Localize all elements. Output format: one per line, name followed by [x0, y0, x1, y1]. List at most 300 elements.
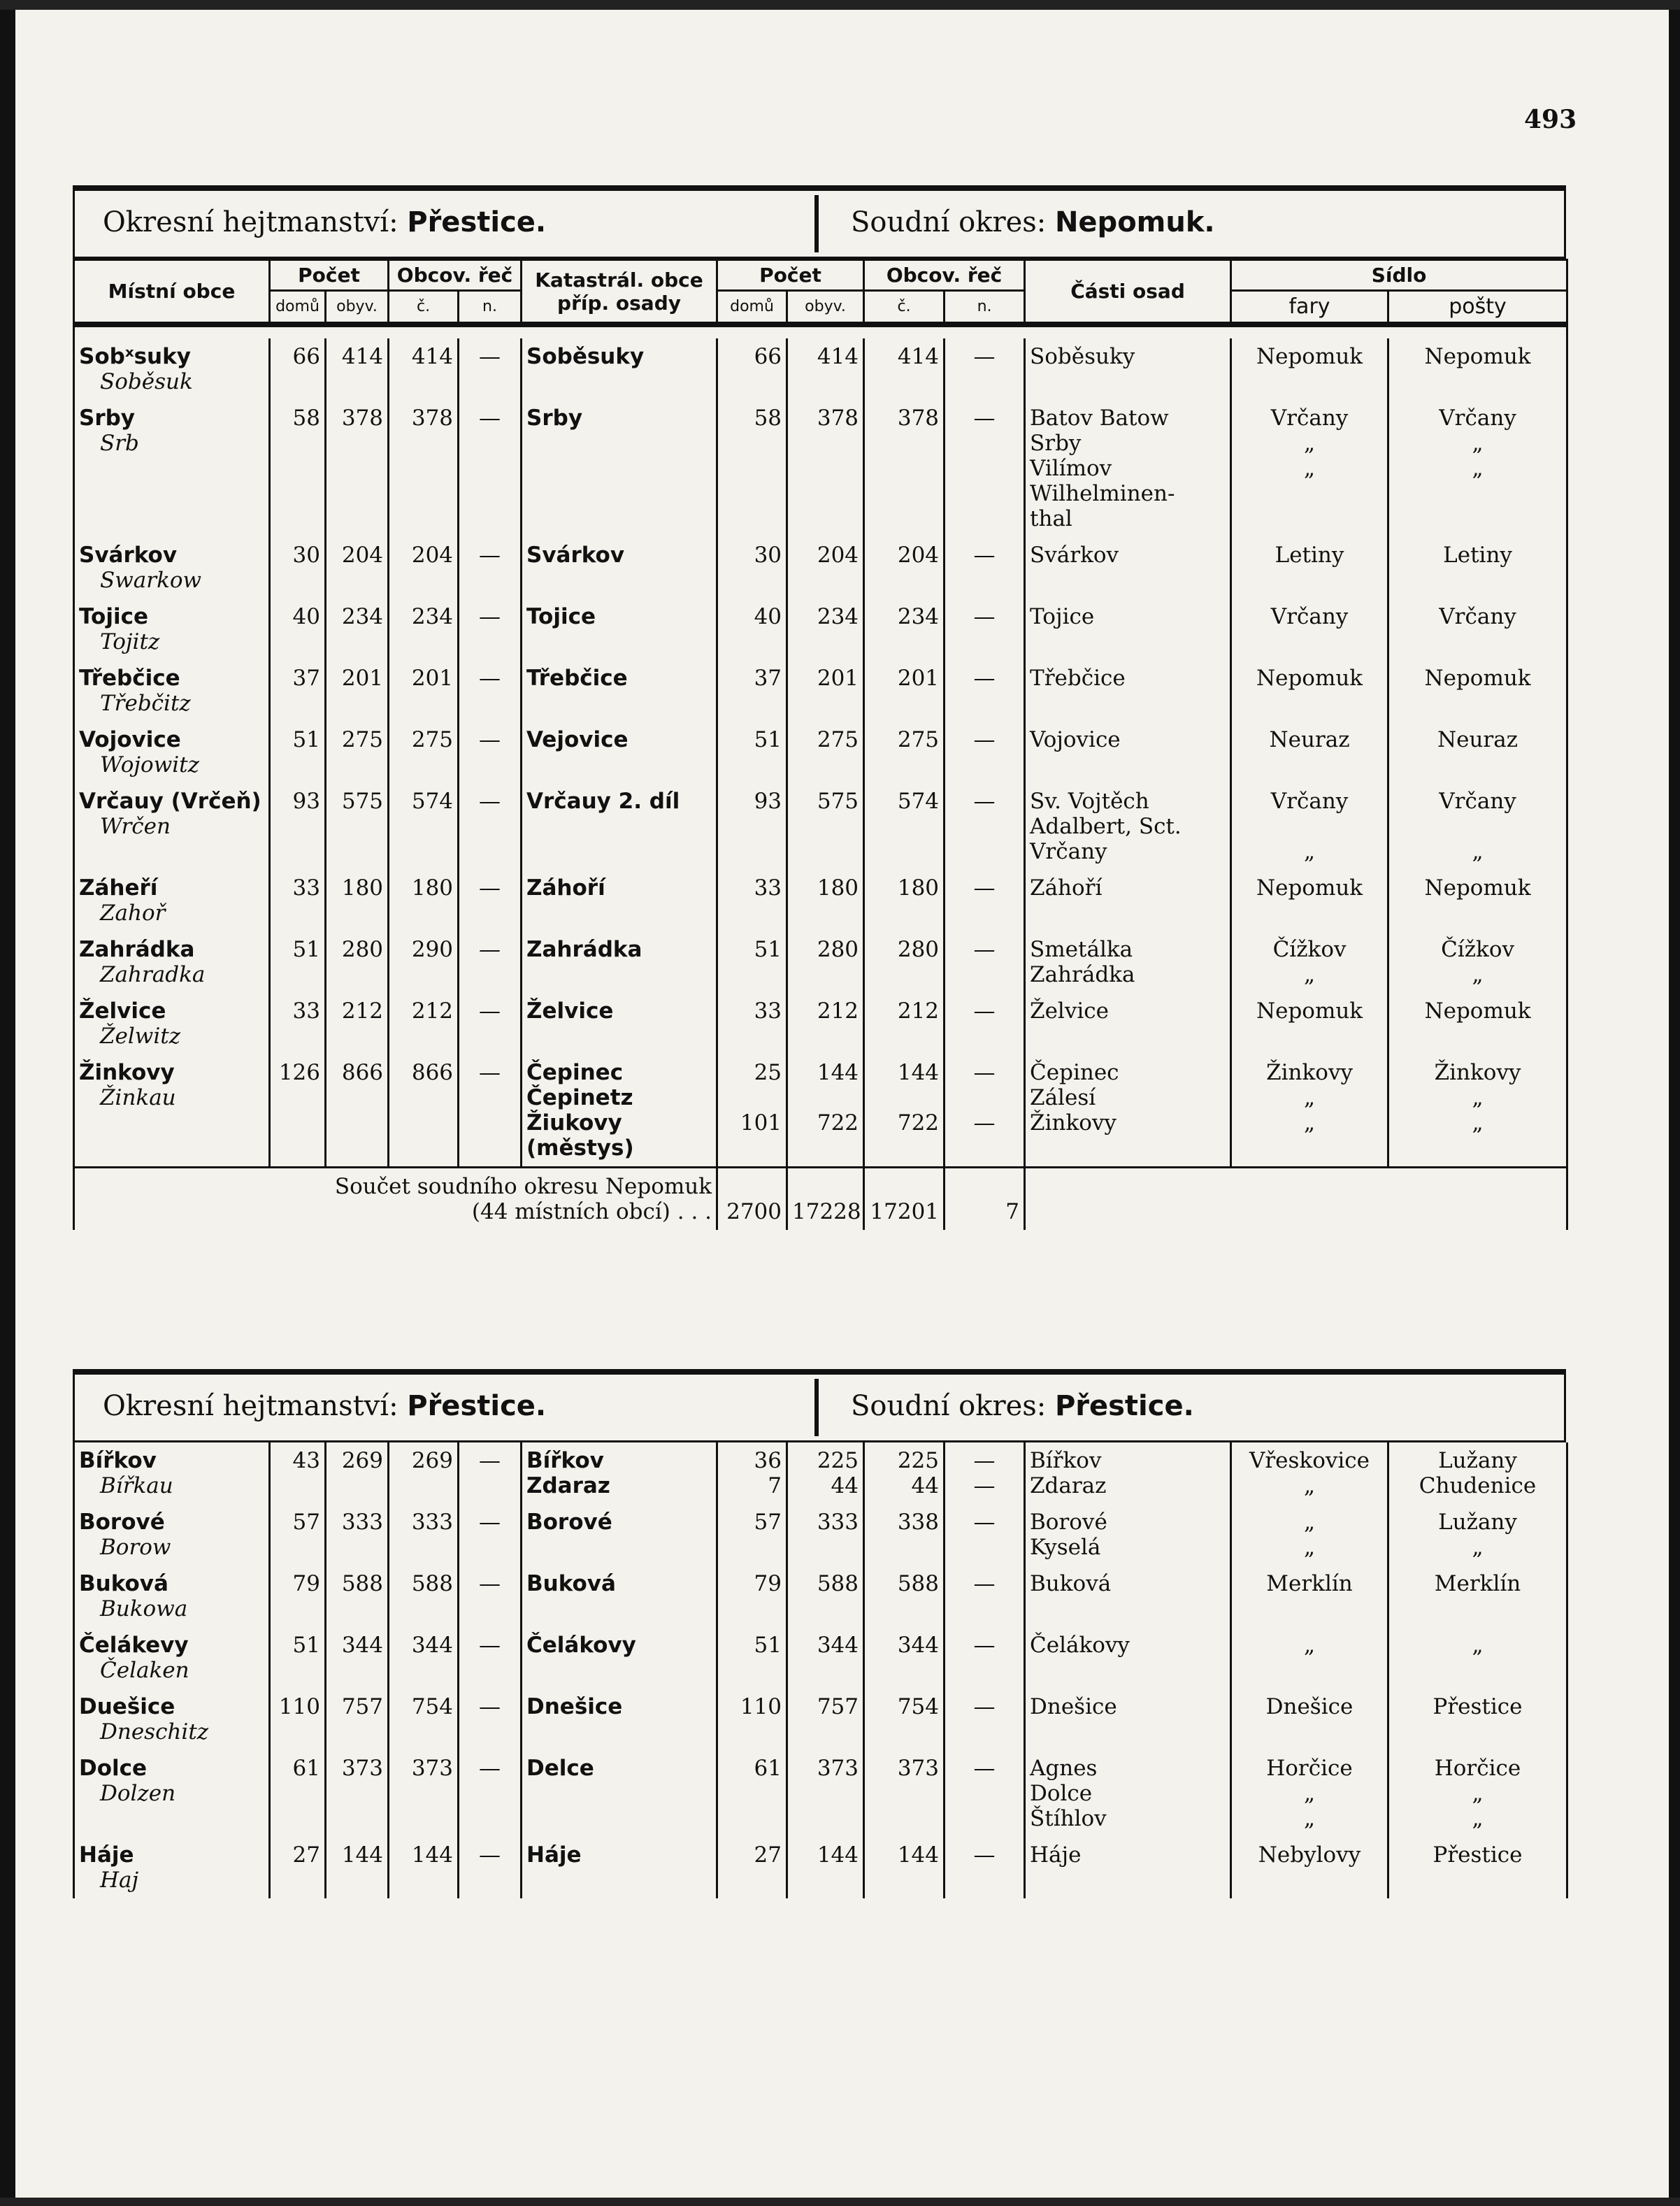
scan-edge-bottom [0, 2198, 1680, 2206]
kat-domu: 36 [754, 1448, 782, 1473]
obec-german-name: Žinkau [100, 1085, 176, 1110]
table-row [74, 660, 1567, 722]
summary-label-line1: Součet soudního okresu Nepomuk [334, 1174, 712, 1199]
katastral-name: Vrčauy 2. díl [526, 789, 680, 814]
posta [1393, 814, 1562, 839]
cell-fary [1231, 537, 1388, 599]
cell-casti-osad [1025, 1054, 1231, 1168]
cell-katastral [522, 783, 717, 870]
cell-casti-osad [1025, 660, 1231, 722]
cell-n: — [459, 1054, 522, 1168]
obec-german-name: Srb [100, 431, 139, 456]
cell-posty [1388, 1054, 1567, 1168]
cell-n: — [459, 1837, 522, 1898]
kat-obyv: 44 [831, 1473, 859, 1498]
fara: „ [1304, 456, 1316, 481]
cell-katastral [522, 400, 717, 537]
summary-domu: 2700 [717, 1168, 787, 1231]
cell-domu: 30 [270, 537, 326, 599]
okres-label-2: Okresní hejtmanství: [103, 1390, 408, 1422]
cast-osady: Borové [1030, 1510, 1107, 1535]
fara: Čížkov [1272, 937, 1347, 962]
cell-obyv: 234 [326, 599, 389, 660]
cell-domu: 93 [270, 783, 326, 870]
cell-obyv: 212 [326, 993, 389, 1054]
table-row [74, 1689, 1567, 1750]
katastral-name: Bířkov [526, 1448, 604, 1473]
fara: Letiny [1275, 543, 1344, 568]
cell-posty [1388, 1837, 1567, 1898]
cell-kat-obyv [787, 599, 864, 660]
cell-kat-domu [717, 1689, 787, 1750]
fara: Nepomuk [1256, 875, 1363, 901]
cell-katastral [522, 660, 717, 722]
posta: „ [1472, 1781, 1484, 1806]
kat-n: — [973, 727, 996, 752]
cast-osady: Batov Batow [1030, 406, 1169, 431]
fara: Vrčany [1270, 406, 1349, 431]
scan-edge-top [0, 0, 1680, 10]
kat-c: 212 [897, 998, 940, 1024]
cell-kat-domu [717, 1442, 787, 1504]
cell-domu: 57 [270, 1504, 326, 1566]
obec-name: Svárkov [79, 543, 178, 568]
posta: Nepomuk [1424, 875, 1531, 901]
kat-n: — [973, 666, 996, 691]
cell-fary [1231, 599, 1388, 660]
cast-osady: Dnešice [1030, 1694, 1117, 1719]
cell-n: — [459, 1750, 522, 1837]
cell-fary [1231, 1442, 1388, 1504]
cell-posty [1388, 1689, 1567, 1750]
cell-kat-n [945, 1566, 1025, 1627]
kat-n: — [973, 1571, 996, 1596]
fara: „ [1303, 1535, 1316, 1560]
obec-german-name: Třebčitz [100, 691, 191, 716]
scan-edge-left [0, 0, 15, 2206]
cell-obyv: 378 [326, 400, 389, 537]
cell-kat-obyv [787, 1442, 864, 1504]
cell-obyv: 373 [326, 1750, 389, 1837]
katastral-name: Zahrádka [526, 937, 642, 962]
katastral-name: Záhoří [526, 875, 605, 901]
obec-german-name: Wojowitz [100, 752, 199, 778]
cell-c: 333 [389, 1504, 459, 1566]
kat-obyv: 225 [817, 1448, 859, 1473]
cell-obec [74, 599, 270, 660]
cell-domu: 40 [270, 599, 326, 660]
posta: „ [1472, 962, 1484, 987]
kat-domu: 66 [754, 344, 782, 369]
kat-c: 234 [897, 604, 940, 629]
fara: Vrčany [1270, 604, 1349, 629]
cast-osady: Třebčice [1030, 666, 1126, 691]
katastral-name: Háje [526, 1842, 582, 1868]
obec-name: Borové [79, 1510, 165, 1535]
cell-c: 144 [389, 1837, 459, 1898]
posta: Nepomuk [1424, 666, 1531, 691]
table-row [74, 931, 1567, 993]
cell-c: 180 [389, 870, 459, 931]
kat-domu: 61 [754, 1756, 782, 1781]
table-row [74, 870, 1567, 931]
kat-c: 754 [897, 1694, 939, 1719]
katastral-name: Čepinec [526, 1060, 624, 1085]
obec-german-name: Čelaken [100, 1658, 189, 1683]
kat-domu: 57 [754, 1510, 782, 1535]
cell-domu: 51 [270, 722, 326, 783]
okres-value-2: Přestice. [407, 1390, 547, 1422]
posta: „ [1472, 1535, 1484, 1560]
cell-katastral [522, 993, 717, 1054]
cell-kat-domu [717, 400, 787, 537]
cell-katastral [522, 1054, 717, 1168]
cell-obyv: 414 [326, 338, 389, 400]
cell-n: — [459, 931, 522, 993]
cell-n: — [459, 1442, 522, 1504]
cell-kat-n [945, 338, 1025, 400]
cast-osady: Čelákovy [1030, 1633, 1130, 1658]
cell-fary [1231, 783, 1388, 870]
cast-osady: Sv. Vojtěch [1030, 789, 1149, 814]
fara: „ [1303, 1781, 1316, 1806]
kat-obyv: 201 [817, 666, 859, 691]
posta: Vrčany [1439, 789, 1516, 814]
cell-posty [1388, 1750, 1567, 1837]
cell-fary [1231, 400, 1388, 537]
katastral-name: Buková [526, 1571, 616, 1596]
cell-kat-c [864, 599, 945, 660]
kat-domu: 51 [754, 727, 782, 752]
posta: Nepomuk [1424, 344, 1531, 369]
soud-value: Nepomuk. [1054, 206, 1215, 238]
header-separator [814, 195, 819, 252]
cell-posty [1388, 400, 1567, 537]
cell-katastral [522, 931, 717, 993]
posta: Nepomuk [1424, 998, 1531, 1024]
cell-kat-n [945, 783, 1025, 870]
posta: Čížkov [1441, 937, 1514, 962]
cell-katastral [522, 1750, 717, 1837]
cell-obec [74, 783, 270, 870]
posta: Vrčany [1439, 604, 1516, 629]
cell-obec [74, 537, 270, 599]
kat-domu: 40 [754, 604, 782, 629]
okres-heading [103, 206, 546, 238]
cell-fary [1231, 722, 1388, 783]
fara: Nepomuk [1256, 666, 1363, 691]
fara: „ [1304, 962, 1316, 987]
cast-osady: Zdaraz [1030, 1473, 1107, 1498]
cell-domu: 66 [270, 338, 326, 400]
cell-obyv: 204 [326, 537, 389, 599]
cell-domu: 33 [270, 870, 326, 931]
obec-german-name: Swarkow [100, 568, 202, 593]
cell-katastral [522, 1689, 717, 1750]
kat-c: 588 [897, 1571, 939, 1596]
cell-c: 588 [389, 1566, 459, 1627]
kat-n: — [973, 344, 996, 369]
posta: „ [1472, 1806, 1484, 1831]
col-obcov-rec-2: Obcov. řeč [864, 260, 1025, 291]
kat-n: — [973, 1473, 996, 1498]
cell-kat-domu [717, 783, 787, 870]
table-row [74, 1442, 1567, 1504]
cell-domu: 126 [270, 1054, 326, 1168]
katastral-name: Borové [526, 1510, 612, 1535]
cell-c: 234 [389, 599, 459, 660]
cell-kat-c [864, 338, 945, 400]
obec-german-name: Tojitz [100, 629, 160, 654]
cell-kat-domu [717, 1627, 787, 1689]
kat-obyv: 344 [817, 1633, 859, 1658]
kat-obyv: 722 [817, 1110, 859, 1136]
katastral-name: Vejovice [526, 727, 629, 752]
cell-fary [1231, 1750, 1388, 1837]
cell-katastral [522, 1837, 717, 1898]
cast-osady: Agnes [1030, 1756, 1098, 1781]
soud-value-2: Přestice. [1054, 1390, 1194, 1422]
cell-kat-n [945, 1689, 1025, 1750]
cell-obec [74, 400, 270, 537]
cell-katastral [522, 338, 717, 400]
cast-osady: Adalbert, Sct. [1030, 814, 1182, 839]
fara [1236, 814, 1383, 839]
cell-kat-c [864, 1054, 945, 1168]
obec-name: Žinkovy [79, 1060, 175, 1085]
kat-obyv: 588 [817, 1571, 859, 1596]
cell-katastral [522, 537, 717, 599]
fara: Vřeskovice [1249, 1448, 1370, 1473]
cast-osady: Soběsuky [1030, 344, 1135, 369]
cell-obyv: 201 [326, 660, 389, 722]
col-domu-2: domů [717, 291, 787, 325]
page-number: 493 [1524, 105, 1577, 134]
kat-n: — [973, 1510, 996, 1535]
cast-osady: Vilímov [1030, 456, 1112, 481]
kat-c: 275 [897, 727, 940, 752]
soud-heading [851, 206, 1215, 238]
kat-domu [722, 1085, 782, 1110]
posta: Merklín [1434, 1571, 1521, 1596]
section-prestice [73, 1369, 1566, 1898]
cell-obyv: 333 [326, 1504, 389, 1566]
obec-german-name: Bukowa [100, 1596, 188, 1621]
kat-obyv: 280 [817, 937, 859, 962]
kat-domu: 37 [754, 666, 782, 691]
cell-domu: 79 [270, 1566, 326, 1627]
cell-obyv: 588 [326, 1566, 389, 1627]
header-separator-2 [814, 1379, 819, 1436]
fara: Merklín [1266, 1571, 1353, 1596]
kat-domu: 25 [754, 1060, 782, 1085]
kat-obyv: 757 [817, 1694, 859, 1719]
cell-casti-osad [1025, 338, 1231, 400]
okres-value: Přestice. [407, 206, 547, 238]
cell-kat-obyv [787, 400, 864, 537]
cell-fary [1231, 870, 1388, 931]
col-n-2: n. [945, 291, 1025, 325]
posta: Neuraz [1437, 727, 1519, 752]
cell-posty [1388, 783, 1567, 870]
obec-name: Zahrádka [79, 937, 195, 962]
table-row [74, 1627, 1567, 1689]
kat-obyv: 414 [817, 344, 859, 369]
cell-kat-obyv [787, 1504, 864, 1566]
kat-n: — [973, 1694, 996, 1719]
cell-kat-obyv [787, 338, 864, 400]
cell-c: 269 [389, 1442, 459, 1504]
cell-c: 378 [389, 400, 459, 537]
cast-osady: Bířkov [1030, 1448, 1102, 1473]
cell-katastral [522, 1627, 717, 1689]
kat-obyv: 212 [817, 998, 859, 1024]
katastral-name: Třebčice [526, 666, 628, 691]
obec-german-name: Dneschitz [100, 1719, 209, 1745]
fara: Nebylovy [1258, 1842, 1361, 1868]
okres-label: Okresní hejtmanství: [103, 206, 408, 238]
kat-n: — [973, 998, 996, 1024]
fara: Nepomuk [1256, 998, 1363, 1024]
cell-fary [1231, 1837, 1388, 1898]
cell-obec [74, 870, 270, 931]
kat-c [869, 1085, 939, 1110]
cell-n: — [459, 1566, 522, 1627]
cell-casti-osad [1025, 870, 1231, 931]
cast-osady: Tojice [1030, 604, 1095, 629]
cell-kat-domu [717, 722, 787, 783]
cell-kat-n [945, 599, 1025, 660]
posta: Lužany [1438, 1510, 1517, 1535]
obec-name: Buková [79, 1571, 168, 1596]
cell-n: — [459, 537, 522, 599]
summary-empty [1025, 1168, 1567, 1231]
cell-kat-obyv [787, 931, 864, 993]
cell-kat-domu [717, 1504, 787, 1566]
posta: „ [1472, 431, 1484, 456]
cell-kat-c [864, 1442, 945, 1504]
summary-n: 7 [945, 1168, 1025, 1231]
cell-obec [74, 1566, 270, 1627]
cell-posty [1388, 1442, 1567, 1504]
cell-kat-obyv [787, 1750, 864, 1837]
katastral-name: Delce [526, 1756, 594, 1781]
cast-osady: Wilhelminen- [1030, 481, 1175, 506]
census-table-prestice [73, 1442, 1568, 1898]
cell-c: 204 [389, 537, 459, 599]
cast-osady: Čepinec [1030, 1060, 1119, 1085]
kat-c: 44 [911, 1473, 939, 1498]
kat-c: 722 [897, 1110, 940, 1136]
cell-fary [1231, 1566, 1388, 1627]
cell-obec [74, 931, 270, 993]
cast-osady: Štíhlov [1030, 1806, 1107, 1831]
cast-osady: Záhoří [1030, 875, 1103, 901]
fara: „ [1303, 1806, 1316, 1831]
kat-c: 225 [897, 1448, 939, 1473]
kat-c: 144 [897, 1842, 939, 1868]
cell-fary [1231, 1627, 1388, 1689]
cell-kat-obyv [787, 1566, 864, 1627]
cell-obyv: 269 [326, 1442, 389, 1504]
table-row [74, 993, 1567, 1054]
cell-kat-c [864, 1689, 945, 1750]
cast-osady: Želvice [1030, 998, 1109, 1024]
summary-row [74, 1168, 1567, 1231]
cast-osady: Vojovice [1030, 727, 1121, 752]
cell-obyv: 180 [326, 870, 389, 931]
obec-name: Sobˣsuky [79, 344, 191, 369]
cell-c: 275 [389, 722, 459, 783]
cast-osady: Buková [1030, 1571, 1112, 1596]
cell-c: 201 [389, 660, 459, 722]
kat-obyv: 180 [817, 875, 859, 901]
obec-name: Dolce [79, 1756, 148, 1781]
kat-c: 180 [897, 875, 940, 901]
cell-kat-domu [717, 599, 787, 660]
soud-label-2: Soudní okres: [851, 1390, 1055, 1422]
cast-osady: Háje [1030, 1842, 1082, 1868]
cell-kat-c [864, 1504, 945, 1566]
cell-n: — [459, 1627, 522, 1689]
obec-german-name: Haj [100, 1868, 139, 1893]
kat-c: 201 [897, 666, 940, 691]
kat-obyv [792, 1085, 859, 1110]
cell-casti-osad [1025, 537, 1231, 599]
cell-kat-obyv [787, 660, 864, 722]
cell-kat-n [945, 1837, 1025, 1898]
cell-kat-c [864, 1750, 945, 1837]
table-row [74, 599, 1567, 660]
kat-c: 338 [897, 1510, 939, 1535]
table-body-nepomuk [74, 324, 1567, 1168]
cell-obec [74, 722, 270, 783]
cell-c: 574 [389, 783, 459, 870]
cell-obyv: 280 [326, 931, 389, 993]
obec-german-name: Wrčen [100, 814, 171, 839]
cell-kat-c [864, 783, 945, 870]
kat-n: — [973, 1633, 996, 1658]
cell-kat-c [864, 722, 945, 783]
katastral-name: Tojice [526, 604, 596, 629]
cell-kat-obyv [787, 1689, 864, 1750]
col-katastral: Katastrál. obce příp. osady [522, 260, 717, 325]
cell-posty [1388, 1566, 1567, 1627]
cell-kat-obyv [787, 783, 864, 870]
kat-obyv: 378 [817, 406, 859, 431]
kat-n: — [973, 1756, 996, 1781]
table-row [74, 1054, 1567, 1168]
cell-kat-n [945, 870, 1025, 931]
cast-osady: Zálesí [1030, 1085, 1096, 1110]
kat-n: — [973, 937, 996, 962]
cell-obec [74, 1837, 270, 1898]
cell-casti-osad [1025, 1750, 1231, 1837]
posta: Lužany [1438, 1448, 1517, 1473]
cell-kat-obyv [787, 870, 864, 931]
kat-c: 378 [897, 406, 940, 431]
cell-kat-domu [717, 870, 787, 931]
table-row [74, 537, 1567, 599]
summary-obyv: 17228 [787, 1168, 864, 1231]
cell-posty [1388, 722, 1567, 783]
cell-kat-obyv [787, 537, 864, 599]
posta: Letiny [1443, 543, 1512, 568]
kat-c: 373 [897, 1756, 939, 1781]
katastral-name: Soběsuky [526, 344, 645, 369]
kat-n: — [973, 1842, 996, 1868]
fara: Nepomuk [1256, 344, 1363, 369]
